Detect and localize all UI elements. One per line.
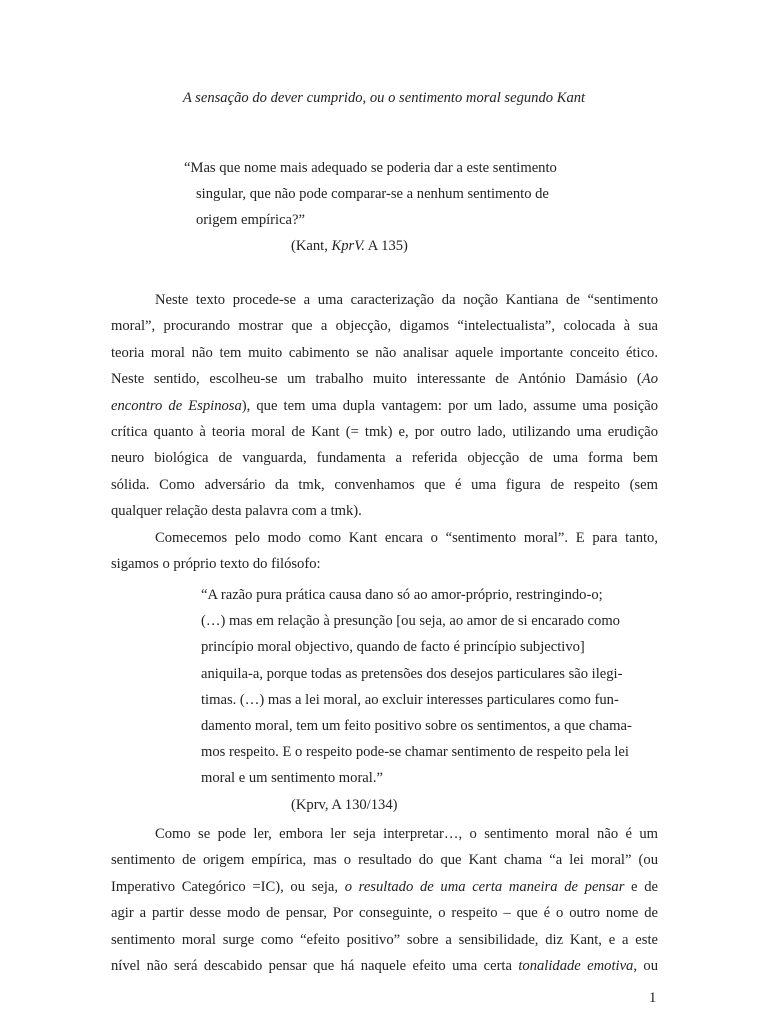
text-run: Neste sentido, escolheu-se um trabalho muito interessante de António Damásio ( [111,371,642,388]
work-title: Ao [641,371,658,388]
paragraph-line [111,874,658,900]
text-run: ), que tem uma dupla vantagem: por um lado, assume uma posição [241,397,659,414]
paragraph-line: neuro biológica de vanguarda, fundamenta a referida objecção de uma forma bem [111,450,658,467]
epigraph-line: singular, que não pode comparar-se a nenhum sentimento de [196,186,549,202]
body-text-continued [111,821,658,979]
quote-line: moral e um sentimento moral.” [201,770,383,787]
quote-line: damento moral, tem um feito positivo sobre os sentimentos, a que chama- [201,718,632,735]
quote-line: (…) mas em relação à presunção [ou seja, ao amor de si encarado como [201,613,620,630]
paragraph-line: crítica quanto à teoria moral de Kant (= tmk) e, por outro lado, utilizando uma erudição [111,424,658,441]
block-quote [201,582,661,818]
emphasis: o resultado de uma certa maneira de pensar [344,878,625,895]
citation-text: (Kant, [291,238,332,254]
epigraph-citation [184,233,604,259]
text-run: , ou [633,958,658,975]
paragraph-line: sigamos o próprio texto do filósofo: [111,556,321,573]
paragraph-line: agir a partir desse modo de pensar, Por conseguinte, o respeito – que é o outro nome de [111,905,658,922]
emphasis: tonalidade emotiva [518,958,634,975]
quote-citation: (Kprv, A 130/134) [291,796,398,813]
paragraph-line: sentimento moral surge como “efeito positivo” sobre a sensibilidade, diz Kant, e a este [111,931,658,948]
epigraph-line: “Mas que nome mais adequado se poderia dar a este sentimento [184,160,557,176]
epigraph-line: origem empírica?” [196,212,305,228]
paragraph-line: moral”, procurando mostrar que a objecção, digamos “intelectualista”, colocada à sua [111,318,658,335]
paragraph-line: teoria moral não tem muito cabimento se não analisar aquele importante conceito ético. [111,344,658,361]
paragraph-line: sentimento de origem empírica, mas o resultado do que Kant chama “a lei moral” (ou [111,852,658,869]
paragraph-line [111,953,658,979]
paragraph-line [111,366,658,392]
page-number: 1 [649,990,657,1006]
citation-text: A 135) [364,238,408,254]
quote-line: “A razão pura prática causa dano só ao amor-próprio, restringindo-o; [201,587,603,603]
work-title: encontro de Espinosa [111,397,242,414]
body-text [111,287,658,577]
epigraph [184,155,604,259]
quote-line: timas. (…) mas a lei moral, ao excluir interesses particulares como fun- [201,691,619,708]
quote-line: aniquila-a, porque todas as pretensões dos desejos particulares são ilegi- [201,665,623,682]
paragraph-line: sólida. Como adversário da tmk, convenhamos que é uma figura de respeito (sem [111,476,658,493]
quote-line: princípio moral objectivo, quando de facto é princípio subjectivo] [201,639,585,656]
paragraph-line [111,393,658,419]
paragraph-line: qualquer relação desta palavra com a tmk). [111,503,362,520]
text-run: nível não será descabido pensar que há naquele efeito uma certa [111,958,519,975]
document-title: A sensação do dever cumprido, ou o sentimento moral segundo Kant [182,90,586,106]
text-run: Imperativo Categórico =IC), ou seja, [111,878,345,895]
citation-work: KprV. [331,238,365,254]
quote-line: mos respeito. E o respeito pode-se chamar sentimento de respeito pela lei [201,744,629,761]
paragraph-line: Como se pode ler, embora ler seja interpretar…, o sentimento moral não é um [155,826,658,842]
paragraph-line: Comecemos pelo modo como Kant encara o “sentimento moral”. E para tanto, [155,529,658,546]
text-run: e de [624,878,658,895]
paragraph-line: Neste texto procede-se a uma caracterização da noção Kantiana de “sentimento [155,292,658,308]
